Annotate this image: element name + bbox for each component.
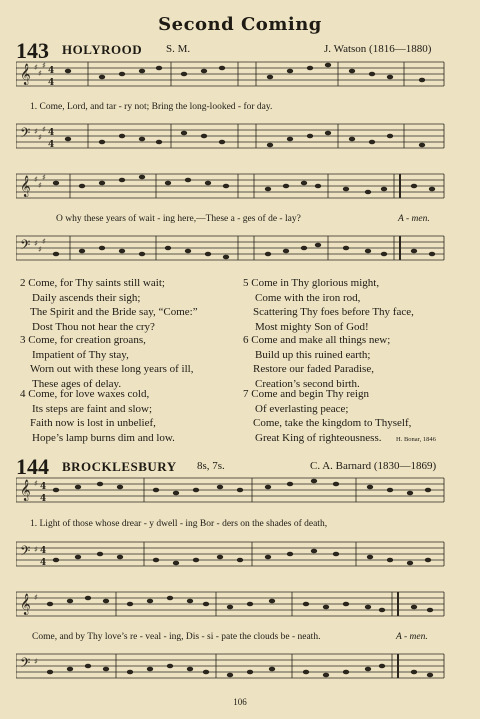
meter-144: 8s, 7s. bbox=[197, 460, 225, 472]
verse-line: 5 Come in Thy glorious might, bbox=[243, 277, 380, 289]
svg-text:♯: ♯ bbox=[38, 69, 42, 78]
hymn144-lyrics-line1: 1. Light of those whose drear - y dwell - ing Bor - ders on the shades of death, bbox=[30, 519, 328, 529]
verse-line: Daily ascends their sigh; bbox=[32, 291, 141, 304]
verse-line: Dost Thou not hear the cry? bbox=[32, 320, 155, 333]
author-credit: H. Bonar, 1846 bbox=[396, 436, 436, 443]
verse-line: Worn out with these long years of ill, bbox=[30, 363, 194, 375]
hymn-number-144: 144 bbox=[16, 454, 49, 479]
verse-line: 6 Come and make all things new; bbox=[243, 334, 391, 346]
music-staff-treble bbox=[16, 588, 446, 615]
tune-name-brocklesbury: BROCKLESBURY bbox=[62, 459, 177, 474]
staff-lines bbox=[16, 120, 446, 154]
verse-3 bbox=[20, 333, 193, 391]
svg-text:♯: ♯ bbox=[38, 181, 42, 190]
svg-text:♯: ♯ bbox=[42, 237, 46, 246]
tune-name-holyrood: HOLYROOD bbox=[62, 42, 143, 57]
svg-text:𝄢: 𝄢 bbox=[20, 237, 31, 256]
svg-text:𝄞: 𝄞 bbox=[20, 176, 31, 197]
verse-line: Of everlasting peace; bbox=[255, 402, 349, 415]
verse-5 bbox=[243, 276, 414, 334]
verse-line: 4 Come, for love waxes cold, bbox=[20, 388, 150, 400]
svg-text:♯: ♯ bbox=[34, 593, 38, 602]
staff-lines bbox=[16, 650, 446, 684]
music-staff-bass bbox=[16, 232, 446, 256]
verse-2 bbox=[20, 276, 198, 334]
music-staff-bass bbox=[16, 120, 446, 150]
svg-text:4: 4 bbox=[40, 546, 47, 556]
hymn144-lyrics-line2: Come, and by Thy love’s re - veal - ing, Dis - si - pate the clouds be - neath. bbox=[32, 632, 321, 642]
svg-text:4: 4 bbox=[48, 140, 55, 150]
verse-line: Restore our faded Paradise, bbox=[253, 363, 374, 375]
page-number: 106 bbox=[233, 697, 247, 707]
verse-6 bbox=[243, 333, 390, 391]
svg-text:♯: ♯ bbox=[34, 239, 38, 248]
hymn143-lyrics-line1: 1. Come, Lord, and tar - ry not; Bring the long-looked - for day. bbox=[30, 102, 273, 112]
verse-line: Scattering Thy foes before Thy face, bbox=[253, 306, 414, 318]
music-staff-treble bbox=[16, 170, 446, 197]
svg-text:4: 4 bbox=[48, 66, 55, 76]
music-staff-treble bbox=[16, 474, 446, 504]
verse-line: 2 Come, for Thy saints still wait; bbox=[20, 277, 165, 289]
verse-line: Come with the iron rod, bbox=[255, 291, 361, 304]
verse-line: Most mighty Son of God! bbox=[255, 320, 369, 333]
staff-lines bbox=[16, 538, 446, 572]
verse-7 bbox=[243, 387, 411, 445]
svg-text:𝄞: 𝄞 bbox=[20, 594, 31, 615]
verse-line: Hope’s lamp burns dim and low. bbox=[32, 431, 175, 444]
staff-lines bbox=[16, 232, 446, 266]
music-staff-treble bbox=[16, 58, 446, 88]
hymn143-lyrics-line2: O why these years of wait - ing here,—These a - ges of de - lay? bbox=[56, 214, 301, 224]
verse-line: Creation’s second birth. bbox=[255, 377, 360, 390]
svg-text:♯: ♯ bbox=[38, 245, 42, 254]
hymn143-amen: A - men. bbox=[398, 214, 430, 224]
svg-text:♯: ♯ bbox=[42, 125, 46, 134]
svg-text:♯: ♯ bbox=[34, 545, 38, 554]
svg-text:♯: ♯ bbox=[34, 175, 38, 184]
svg-text:♯: ♯ bbox=[34, 63, 38, 72]
verse-line: 3 Come, for creation groans, bbox=[20, 334, 146, 346]
verse-line: Its steps are faint and slow; bbox=[32, 402, 153, 415]
meter-143: S. M. bbox=[166, 43, 191, 55]
svg-text:𝄞: 𝄞 bbox=[20, 64, 31, 85]
svg-text:𝄞: 𝄞 bbox=[20, 480, 31, 501]
svg-text:4: 4 bbox=[48, 78, 55, 88]
verse-line: The Spirit and the Bride say, “Come:” bbox=[30, 306, 198, 318]
staff-lines bbox=[16, 588, 446, 622]
staff-lines bbox=[16, 474, 446, 508]
verse-line: Come, take the kingdom to Thyself, bbox=[253, 417, 412, 429]
staff-lines bbox=[16, 170, 446, 204]
svg-text:♯: ♯ bbox=[42, 173, 46, 182]
staff-lines bbox=[16, 58, 446, 92]
svg-text:𝄢: 𝄢 bbox=[20, 655, 31, 674]
verse-line: Build up this ruined earth; bbox=[255, 348, 371, 361]
hymn-number-143: 143 bbox=[16, 38, 49, 63]
svg-text:♯: ♯ bbox=[34, 479, 38, 488]
verse-line: 7 Come and begin Thy reign bbox=[243, 388, 369, 400]
svg-text:𝄢: 𝄢 bbox=[20, 125, 31, 144]
hymn144-amen: A - men. bbox=[396, 632, 428, 642]
svg-text:4: 4 bbox=[40, 558, 47, 568]
composer-143: J. Watson (1816—1880) bbox=[324, 43, 432, 55]
svg-text:♯: ♯ bbox=[38, 133, 42, 142]
verse-4 bbox=[20, 387, 175, 445]
composer-144: C. A. Barnard (1830—1869) bbox=[310, 460, 437, 472]
svg-text:𝄢: 𝄢 bbox=[20, 543, 31, 562]
music-staff-bass bbox=[16, 538, 446, 568]
verse-line: Great King of righteousness. bbox=[255, 431, 382, 444]
verse-line: Faith now is lost in unbelief, bbox=[30, 417, 156, 429]
svg-text:4: 4 bbox=[48, 128, 55, 138]
verse-line: Impatient of Thy stay, bbox=[32, 348, 129, 361]
svg-text:♯: ♯ bbox=[34, 127, 38, 136]
section-title: Second Coming bbox=[158, 14, 322, 35]
svg-text:♯: ♯ bbox=[42, 61, 46, 70]
svg-text:4: 4 bbox=[40, 482, 47, 492]
svg-text:4: 4 bbox=[40, 494, 47, 504]
verse-line: These ages of delay. bbox=[32, 377, 122, 390]
music-staff-bass bbox=[16, 650, 446, 674]
svg-text:♯: ♯ bbox=[34, 657, 38, 666]
